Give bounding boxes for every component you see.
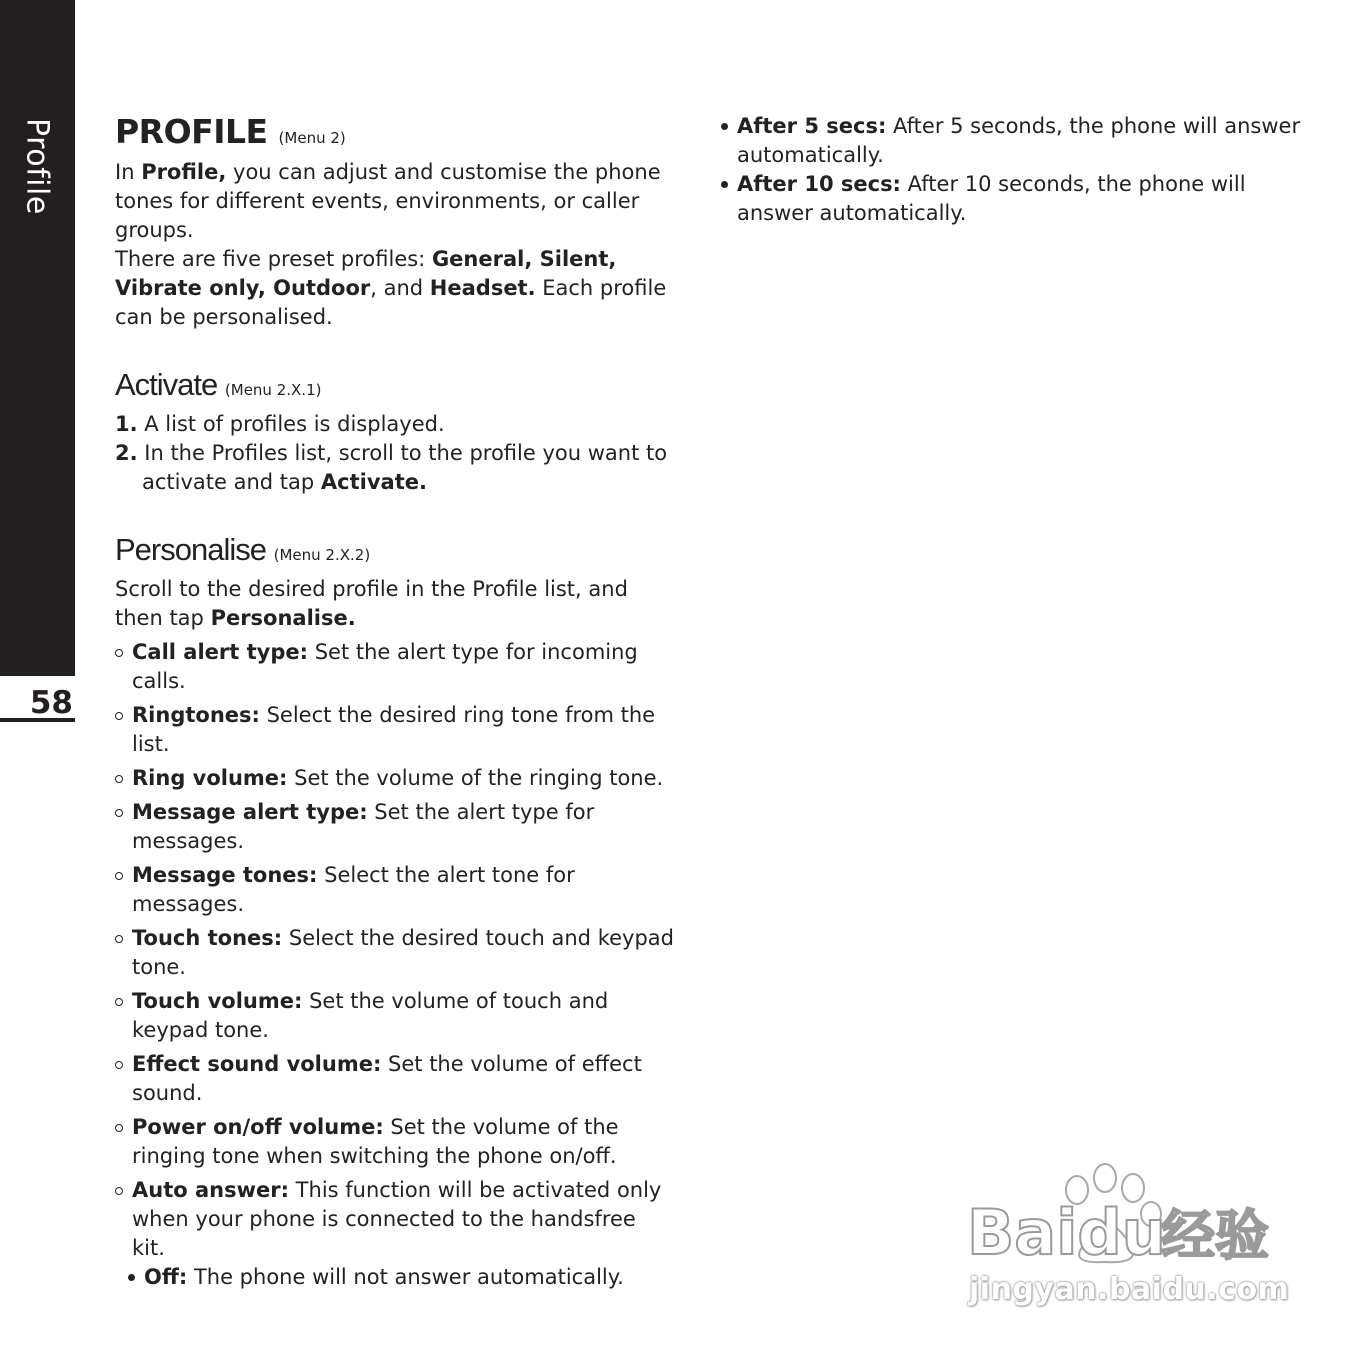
item-label: Effect sound volume:: [132, 1052, 382, 1076]
item-text: This function will be activated only when your phone is connected to the handsfree kit.: [132, 1178, 662, 1260]
left-column: [115, 112, 675, 1292]
profile-menu-ref: (Menu 2): [278, 129, 346, 147]
personalise-intro-pre: Scroll to the desired profile in the Profile list, and then tap: [115, 577, 628, 630]
profile-title: PROFILE: [115, 112, 268, 151]
profile-intro-2-pre: There are five preset profiles:: [115, 247, 432, 271]
item-text: Set the alert type for messages.: [132, 800, 595, 853]
list-item: [115, 764, 675, 793]
watermark-url: jingyan.baidu.com: [969, 1272, 1290, 1307]
side-tab-label: Profile: [19, 118, 55, 215]
option-text: After 5 seconds, the phone will answer automatically.: [737, 114, 1301, 167]
step-bold: Activate.: [320, 470, 427, 494]
activate-heading: [115, 365, 675, 410]
profile-heading: [115, 112, 675, 158]
item-text: Set the volume of the ringing tone when switching the phone on/off.: [132, 1115, 619, 1168]
item-label: Ring volume:: [132, 766, 288, 790]
profile-intro-2: [115, 245, 675, 332]
page-number: 58: [0, 684, 75, 722]
step-text: A list of profiles is displayed.: [137, 412, 445, 436]
personalise-intro: [115, 575, 675, 633]
option-text: The phone will not answer automatically.: [187, 1265, 624, 1289]
item-label: Ringtones:: [132, 703, 260, 727]
activate-menu-ref: (Menu 2.X.1): [224, 381, 322, 399]
item-text: Set the volume of the ringing tone.: [287, 766, 664, 790]
list-item: [115, 1176, 675, 1263]
auto-answer-option-5s: [720, 112, 1320, 170]
side-tab: [0, 0, 75, 676]
auto-answer-option-off: [115, 1263, 675, 1292]
profile-intro-1-post: you can adjust and customise the phone tones for different events, environments, or caller groups.: [115, 160, 661, 242]
item-text: Set the alert type for incoming calls.: [132, 640, 638, 693]
auto-answer-option-10s: [720, 170, 1320, 228]
baidu-logo-text: Baidu: [967, 1196, 1166, 1266]
profile-intro-2-bold2: Headset.: [429, 276, 536, 300]
profile-intro-2-mid: , and: [370, 276, 430, 300]
option-text: After 10 seconds, the phone will answer automatically.: [737, 172, 1246, 225]
right-column: [720, 112, 1320, 228]
item-label: Auto answer:: [132, 1178, 289, 1202]
list-item: [115, 987, 675, 1045]
profile-intro-2-bold1: General, Silent, Vibrate only, Outdoor: [115, 247, 617, 300]
personalise-heading: [115, 530, 675, 575]
item-label: Touch tones:: [132, 926, 283, 950]
baidu-logo-cn: 经验: [1161, 1204, 1269, 1266]
item-text: Set the volume of touch and keypad tone.: [132, 989, 609, 1042]
item-text: Select the alert tone for messages.: [132, 863, 575, 916]
baidu-logo: [965, 1196, 1285, 1266]
step-number: 1.: [115, 412, 138, 436]
item-label: Message tones:: [132, 863, 318, 887]
option-label: Off:: [144, 1265, 188, 1289]
personalise-menu-ref: (Menu 2.X.2): [273, 546, 371, 564]
profile-intro-2-post: Each profile can be personalised.: [115, 276, 667, 329]
list-item: [115, 861, 675, 919]
step-text: In the Profiles list, scroll to the profile you want to activate and tap: [137, 441, 668, 494]
item-text: Select the desired ring tone from the list.: [132, 703, 656, 756]
item-label: Call alert type:: [132, 640, 309, 664]
profile-intro-1: [115, 158, 675, 245]
baidu-watermark: [965, 1160, 1290, 1310]
personalise-title: Personalise: [115, 532, 266, 567]
profile-intro-1-bold: Profile,: [141, 160, 227, 184]
item-text: Select the desired touch and keypad tone.: [132, 926, 674, 979]
list-item: [115, 638, 675, 696]
item-label: Power on/off volume:: [132, 1115, 384, 1139]
personalise-intro-bold: Personalise.: [210, 606, 356, 630]
item-label: Touch volume:: [132, 989, 303, 1013]
list-item: [115, 924, 675, 982]
list-item: [115, 798, 675, 856]
profile-intro-1-pre: In: [115, 160, 142, 184]
list-item: [115, 701, 675, 759]
option-label: After 10 secs:: [737, 172, 901, 196]
activate-step-1: [115, 410, 675, 439]
item-text: Set the volume of effect sound.: [132, 1052, 642, 1105]
list-item: [115, 1050, 675, 1108]
step-number: 2.: [115, 441, 138, 465]
item-label: Message alert type:: [132, 800, 368, 824]
list-item: [115, 1113, 675, 1171]
option-label: After 5 secs:: [737, 114, 887, 138]
activate-title: Activate: [115, 367, 218, 402]
activate-step-2: [115, 439, 675, 497]
